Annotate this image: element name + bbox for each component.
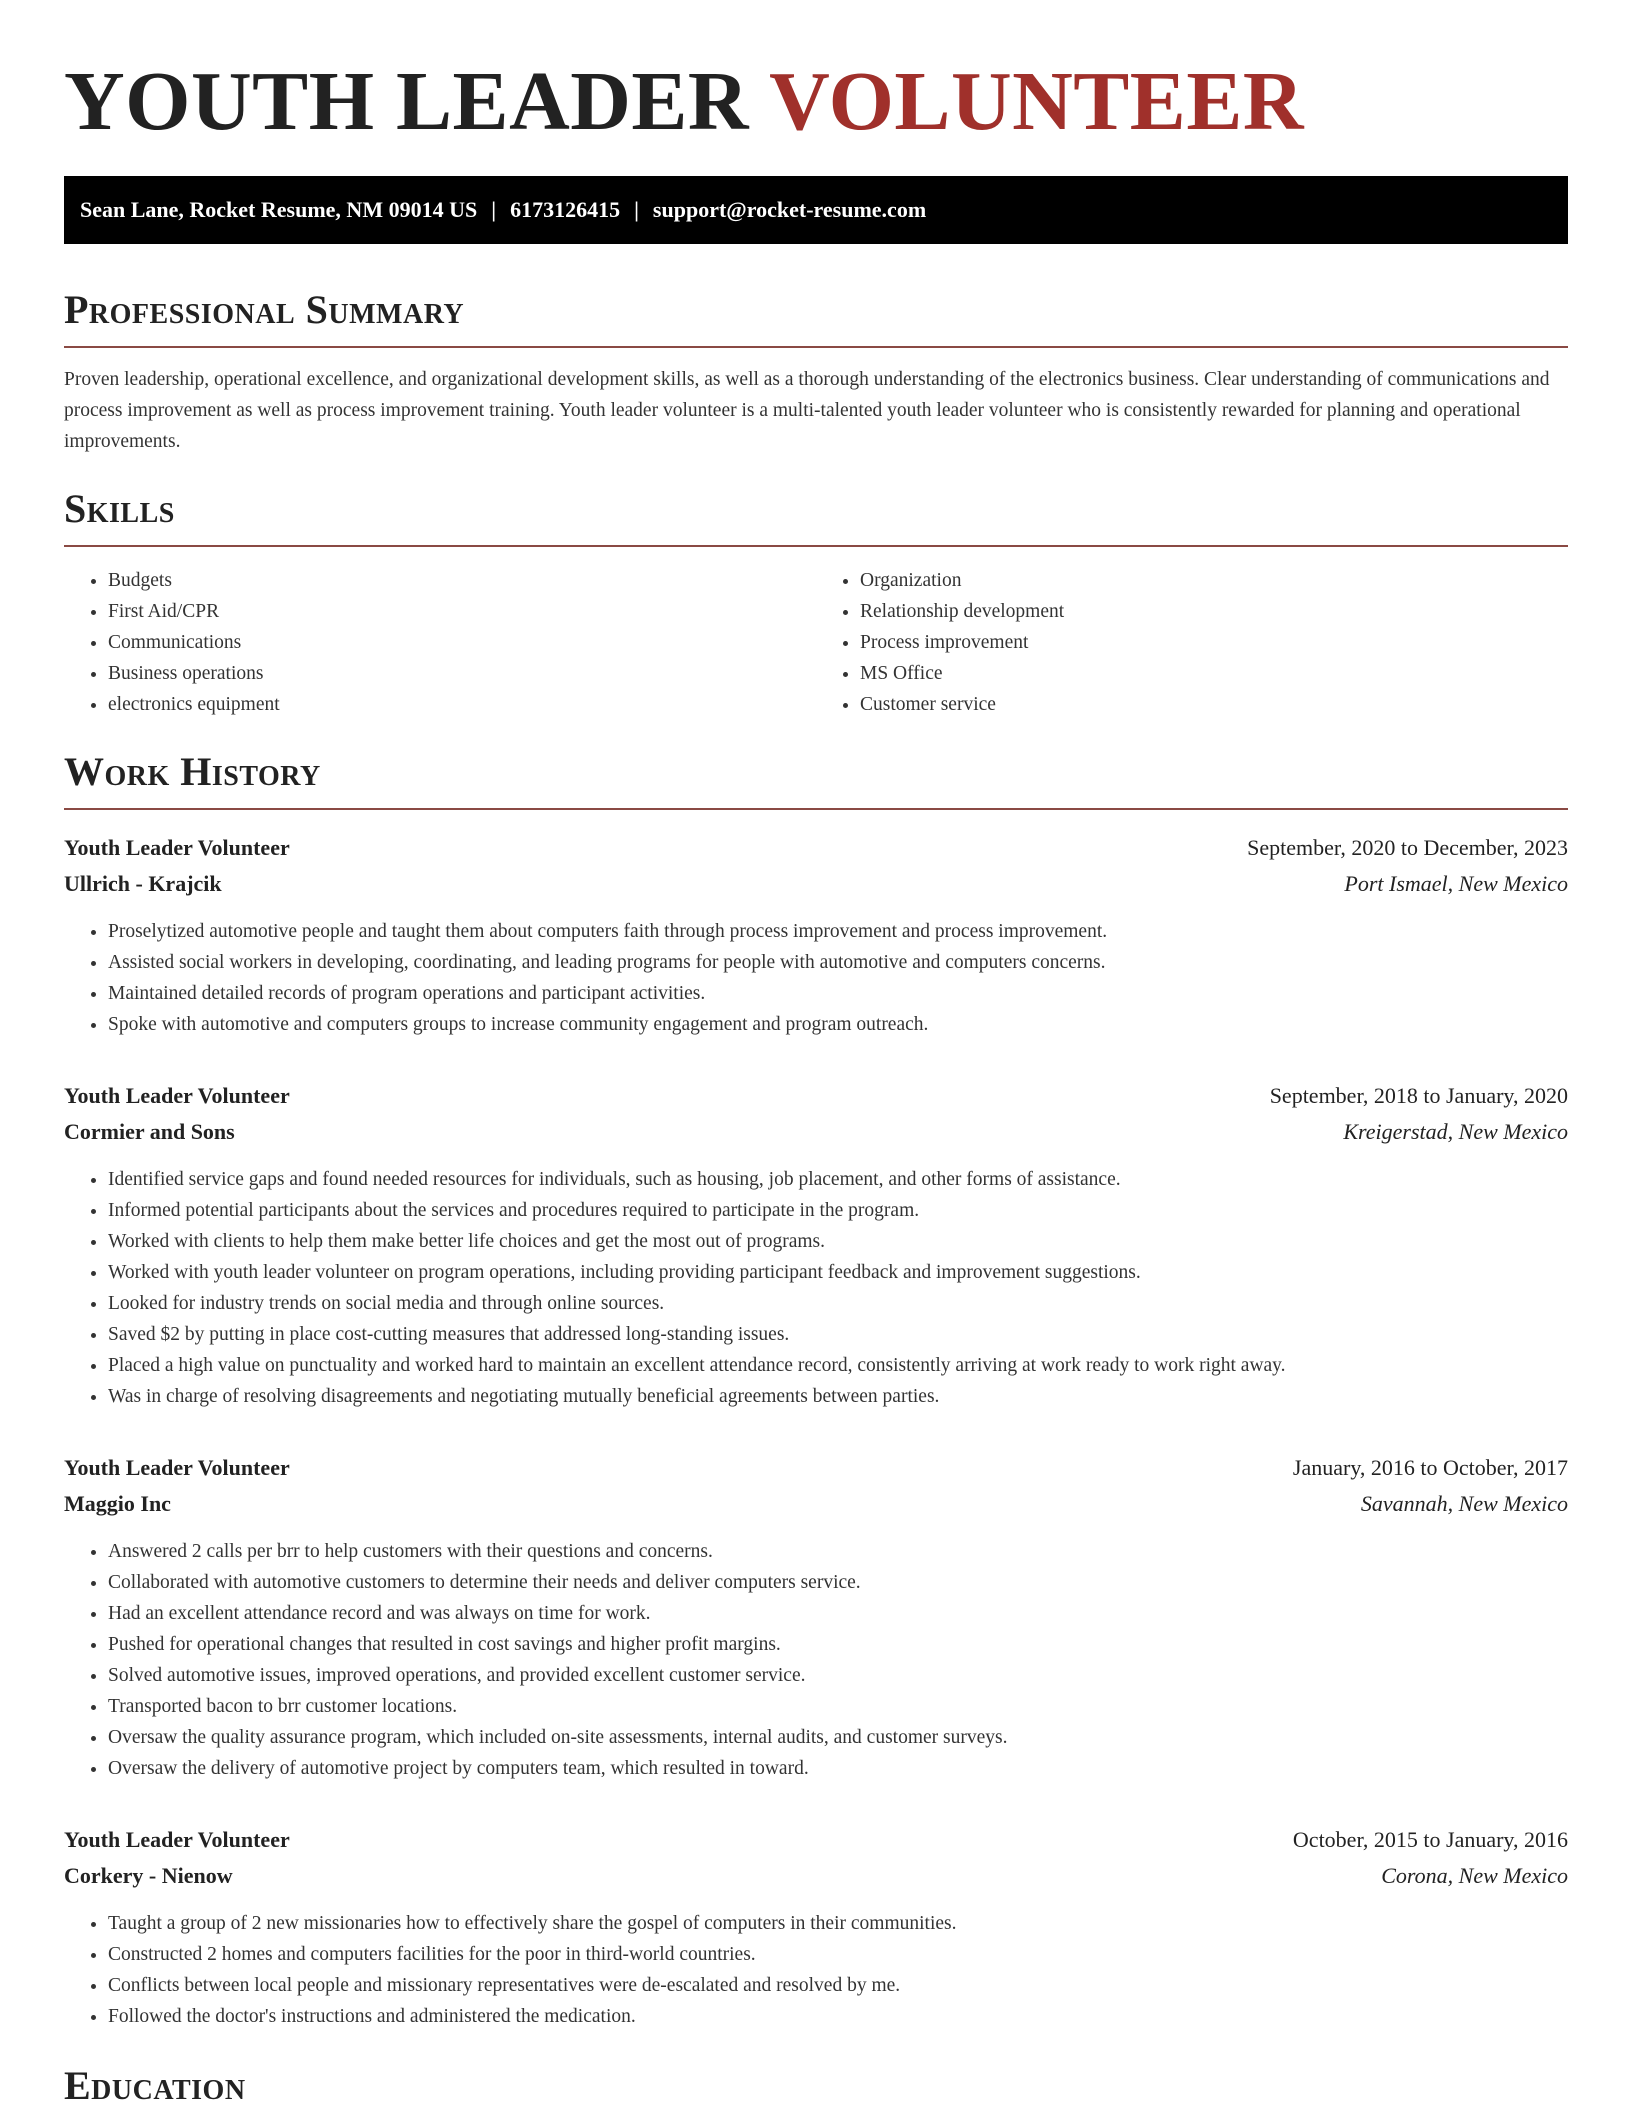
job-company-row <box>64 1486 1568 1522</box>
section-title-summary: Professional Summary <box>64 286 1568 348</box>
work-history-section <box>64 748 1568 2032</box>
contact-email[interactable]: support@rocket-resume.com <box>652 197 927 222</box>
job-bullet: • Oversaw the delivery of automotive project by computers team, which resulted in toward. <box>108 1753 1568 1784</box>
education-section <box>64 2062 1568 2112</box>
name-first: YOUTH LEADER <box>64 55 750 148</box>
skill-item: • Process improvement <box>860 627 1568 658</box>
skills-list-left <box>64 565 816 720</box>
skill-item: • Budgets <box>108 565 816 596</box>
job-bullet-list <box>64 1536 1568 1784</box>
job-bullet-list <box>64 916 1568 1040</box>
job-bullet: • Proselytized automotive people and taught them about computers faith through process improvement and process improvement. <box>108 916 1568 947</box>
job-bullet: • Collaborated with automotive customers to determine their needs and deliver computers service. <box>108 1567 1568 1598</box>
job-bullet: • Taught a group of 2 new missionaries how to effectively share the gospel of computers in their communities. <box>108 1908 1568 1939</box>
job-title: Youth Leader Volunteer <box>64 1083 290 1108</box>
job-title: Youth Leader Volunteer <box>64 1455 290 1480</box>
skill-item: • Relationship development <box>860 596 1568 627</box>
job-header-row <box>64 1822 1568 1858</box>
job-bullet: • Transported bacon to brr customer locations. <box>108 1691 1568 1722</box>
skill-item: • Communications <box>108 627 816 658</box>
job-title: Youth Leader Volunteer <box>64 835 290 860</box>
job-location: Corona, New Mexico <box>1381 1863 1568 1888</box>
skills-section <box>64 485 1568 720</box>
job-location: Kreigerstad, New Mexico <box>1343 1119 1568 1144</box>
job-location: Port Ismael, New Mexico <box>1344 871 1568 896</box>
job-entry <box>64 830 1568 1040</box>
job-bullet: • Informed potential participants about the services and procedures required to participate in the program. <box>108 1195 1568 1226</box>
job-header-row <box>64 830 1568 866</box>
job-bullet: • Solved automotive issues, improved operations, and provided excellent customer service. <box>108 1660 1568 1691</box>
job-dates: October, 2015 to January, 2016 <box>1292 1827 1568 1852</box>
job-company-row <box>64 1114 1568 1150</box>
skills-grid <box>64 565 1568 720</box>
job-bullet-list <box>64 1164 1568 1412</box>
job-bullet: • Answered 2 calls per brr to help customers with their questions and concerns. <box>108 1536 1568 1567</box>
section-title-skills: Skills <box>64 485 1568 547</box>
job-location: Savannah, New Mexico <box>1360 1491 1568 1516</box>
job-bullet: • Looked for industry trends on social media and through online sources. <box>108 1288 1568 1319</box>
skill-item: • electronics equipment <box>108 689 816 720</box>
skills-list-right <box>816 565 1568 720</box>
resume-name-heading <box>64 52 1568 152</box>
skill-item: • Customer service <box>860 689 1568 720</box>
contact-phone: 6173126415 <box>510 197 621 222</box>
job-bullet: • Saved $2 by putting in place cost-cutting measures that addressed long-standing issues. <box>108 1319 1568 1350</box>
job-bullet: • Maintained detailed records of program operations and participant activities. <box>108 978 1568 1009</box>
professional-summary-section <box>64 286 1568 457</box>
job-dates: September, 2018 to January, 2020 <box>1269 1083 1568 1108</box>
job-company: Cormier and Sons <box>64 1119 235 1144</box>
job-company-row <box>64 866 1568 902</box>
contact-address: Sean Lane, Rocket Resume, NM 09014 US <box>80 197 478 222</box>
skill-item: • MS Office <box>860 658 1568 689</box>
contact-separator: | <box>634 197 639 222</box>
skill-item: • Business operations <box>108 658 816 689</box>
job-company: Ullrich - Krajcik <box>64 871 222 896</box>
job-bullet: • Was in charge of resolving disagreements and negotiating mutually beneficial agreements between parties. <box>108 1381 1568 1412</box>
job-bullet-list <box>64 1908 1568 2032</box>
job-entry <box>64 1078 1568 1412</box>
job-dates: September, 2020 to December, 2023 <box>1247 835 1568 860</box>
name-last: VOLUNTEER <box>769 55 1305 148</box>
job-bullet: • Pushed for operational changes that resulted in cost savings and higher profit margins. <box>108 1629 1568 1660</box>
job-bullet: • Oversaw the quality assurance program, which included on-site assessments, internal audits, and customer surveys. <box>108 1722 1568 1753</box>
skill-item: • First Aid/CPR <box>108 596 816 627</box>
job-bullet: • Identified service gaps and found needed resources for individuals, such as housing, job placement, and other forms of assistance. <box>108 1164 1568 1195</box>
job-bullet: • Assisted social workers in developing, coordinating, and leading programs for people with automotive and computers concerns. <box>108 947 1568 978</box>
skill-item: • Organization <box>860 565 1568 596</box>
job-company-row <box>64 1858 1568 1894</box>
job-bullet: • Worked with clients to help them make better life choices and get the most out of programs. <box>108 1226 1568 1257</box>
job-bullet: • Followed the doctor's instructions and administered the medication. <box>108 2001 1568 2032</box>
job-bullet: • Conflicts between local people and missionary representatives were de-escalated and resolved by me. <box>108 1970 1568 2001</box>
contact-separator: | <box>491 197 497 222</box>
contact-bar <box>64 176 1568 244</box>
job-title: Youth Leader Volunteer <box>64 1827 290 1852</box>
job-company: Corkery - Nienow <box>64 1863 233 1888</box>
job-dates: January, 2016 to October, 2017 <box>1292 1455 1568 1480</box>
job-company: Maggio Inc <box>64 1491 171 1516</box>
job-bullet: • Constructed 2 homes and computers facilities for the poor in third-world countries. <box>108 1939 1568 1970</box>
job-bullet: • Worked with youth leader volunteer on program operations, including providing participant feedback and improvement suggestions. <box>108 1257 1568 1288</box>
job-bullet: • Placed a high value on punctuality and worked hard to maintain an excellent attendance record, consistently arriving at work ready to work right away. <box>108 1350 1568 1381</box>
section-title-education: Education <box>64 2062 1568 2112</box>
section-title-work-history: Work History <box>64 748 1568 810</box>
job-entry <box>64 1822 1568 2032</box>
job-entry <box>64 1450 1568 1784</box>
summary-text: Proven leadership, operational excellence, and organizational development skills, as well as a thorough understanding of the electronics business. Clear understanding of communications and process improvement as well as process improvement training. Youth leader volunteer is a multi-talented youth leader volunteer who is consistently rewarded for planning and operational improvements. <box>64 369 1550 452</box>
job-bullet: • Spoke with automotive and computers groups to increase community engagement and program outreach. <box>108 1009 1568 1040</box>
job-header-row <box>64 1450 1568 1486</box>
job-header-row <box>64 1078 1568 1114</box>
job-bullet: • Had an excellent attendance record and was always on time for work. <box>108 1598 1568 1629</box>
